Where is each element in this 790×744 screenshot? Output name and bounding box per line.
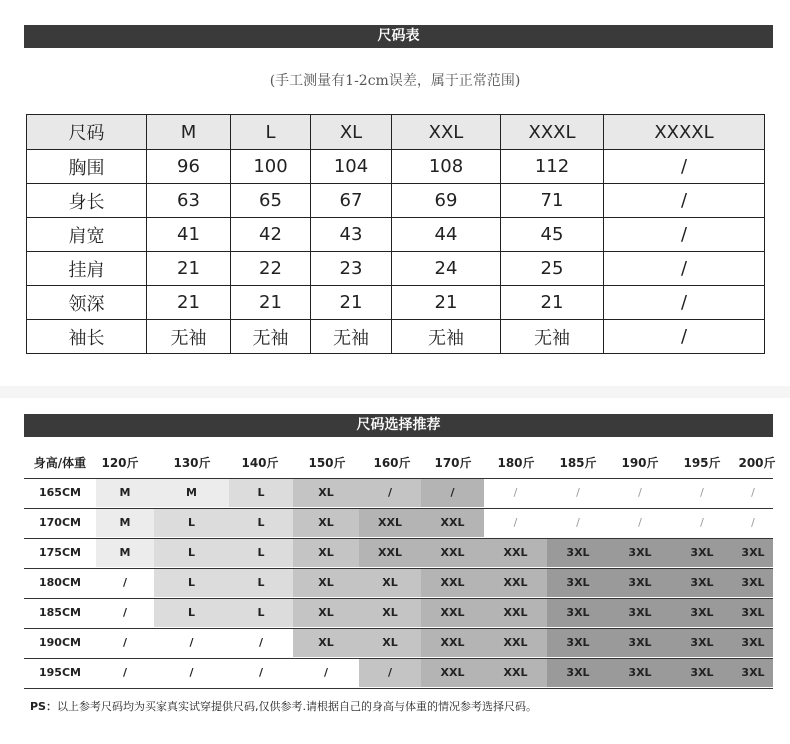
size-chart-row	[27, 184, 765, 218]
size-chart-row-label: 领深	[27, 286, 147, 320]
size-chart-header-cell: XXXXL	[604, 115, 765, 150]
size-chart-cell: 42	[231, 218, 311, 252]
size-chart-cell: 45	[501, 218, 604, 252]
recommend-cell: 3XL	[733, 599, 773, 627]
size-chart-row	[27, 218, 765, 252]
recommend-cell: XL	[293, 479, 359, 507]
recommend-cell: XXL	[484, 659, 547, 687]
row-divider	[24, 688, 773, 689]
corner-label: 身高/体重	[33, 456, 87, 470]
size-chart-cell: 63	[147, 184, 231, 218]
height-label: 190CM	[39, 636, 81, 649]
recommend-cell: 3XL	[547, 539, 609, 567]
recommend-cell: L	[154, 509, 229, 537]
height-label: 165CM	[39, 486, 81, 499]
recommend-cell: 3XL	[609, 569, 671, 597]
recommend-cell: L	[229, 509, 293, 537]
size-chart-header-cell: 尺码	[27, 115, 147, 150]
recommend-cell: XXL	[421, 509, 484, 537]
recommend-cell: 3XL	[609, 629, 671, 657]
size-chart-cell: 无袖	[147, 320, 231, 354]
weight-header: 195斤	[683, 456, 721, 470]
size-chart-cell: /	[604, 218, 765, 252]
recommend-cell: XXL	[421, 539, 484, 567]
recommend-cell: M	[96, 539, 154, 567]
size-chart-header-cell: M	[147, 115, 231, 150]
weight-header: 160斤	[373, 456, 411, 470]
recommend-cell: XL	[293, 599, 359, 627]
size-chart-cell: 21	[147, 286, 231, 320]
recommend-cell: XL	[359, 599, 421, 627]
recommend-cell: L	[229, 599, 293, 627]
weight-header: 200斤	[738, 456, 776, 470]
size-chart-header-cell: XL	[311, 115, 392, 150]
recommend-cell: /	[609, 509, 671, 537]
recommend-cell: XXL	[421, 659, 484, 687]
weight-header: 120斤	[101, 456, 139, 470]
size-chart-cell: 100	[231, 150, 311, 184]
height-label: 185CM	[39, 606, 81, 619]
size-chart-cell: 71	[501, 184, 604, 218]
recommend-cell: 3XL	[733, 539, 773, 567]
size-chart-table	[26, 114, 765, 354]
size-chart-cell: 67	[311, 184, 392, 218]
size-chart-cell: 112	[501, 150, 604, 184]
ps-note	[30, 698, 537, 714]
recommend-cell: 3XL	[671, 629, 733, 657]
size-chart-cell: /	[604, 150, 765, 184]
recommend-cell: /	[154, 659, 229, 687]
recommend-cell: 3XL	[671, 599, 733, 627]
weight-header: 130斤	[173, 456, 211, 470]
size-chart-cell: 65	[231, 184, 311, 218]
recommend-cell: /	[96, 629, 154, 657]
recommend-cell: /	[671, 479, 733, 507]
recommend-cell: XL	[293, 569, 359, 597]
recommend-cell: XXL	[484, 629, 547, 657]
recommend-cell: 3XL	[609, 599, 671, 627]
height-label: 170CM	[39, 516, 81, 529]
recommend-cell: L	[229, 539, 293, 567]
recommend-cell: /	[484, 509, 547, 537]
size-chart-row-label: 胸围	[27, 150, 147, 184]
ps-text: 以上参考尺码均为买家真实试穿提供尺码,仅供参考.请根据自己的身高与体重的情况参考选择尺码。	[56, 700, 537, 713]
recommend-cell: XXL	[484, 569, 547, 597]
recommend-cell: 3XL	[547, 629, 609, 657]
recommend-cell: 3XL	[547, 599, 609, 627]
size-chart-cell: 21	[501, 286, 604, 320]
recommend-cell: XXL	[359, 509, 421, 537]
size-chart-cell: /	[604, 252, 765, 286]
size-chart-row-label: 肩宽	[27, 218, 147, 252]
recommend-cell: 3XL	[609, 659, 671, 687]
size-chart-cell: 无袖	[311, 320, 392, 354]
recommend-cell: /	[733, 509, 773, 537]
recommend-cell: /	[96, 599, 154, 627]
recommend-cell: /	[293, 659, 359, 687]
recommend-cell: XXL	[421, 599, 484, 627]
recommend-cell: M	[96, 509, 154, 537]
size-chart-row	[27, 252, 765, 286]
size-chart-cell: /	[604, 320, 765, 354]
size-chart-cell: 69	[392, 184, 501, 218]
size-chart-cell: 108	[392, 150, 501, 184]
size-chart-header-cell: XXL	[392, 115, 501, 150]
recommend-cell: /	[547, 509, 609, 537]
recommend-cell: M	[96, 479, 154, 507]
weight-header: 140斤	[241, 456, 279, 470]
size-chart-cell: 41	[147, 218, 231, 252]
recommend-cell: XL	[359, 569, 421, 597]
recommend-cell: 3XL	[609, 539, 671, 567]
weight-header: 190斤	[621, 456, 659, 470]
size-chart-cell: 23	[311, 252, 392, 286]
size-chart-row-label: 挂肩	[27, 252, 147, 286]
recommend-cell: /	[96, 569, 154, 597]
size-chart-cell: 21	[392, 286, 501, 320]
recommend-cell: XL	[293, 629, 359, 657]
size-chart-cell: 24	[392, 252, 501, 286]
recommend-cell: XXL	[359, 539, 421, 567]
size-chart-cell: 43	[311, 218, 392, 252]
recommend-cell: XXL	[421, 629, 484, 657]
recommend-cell: /	[229, 629, 293, 657]
recommend-cell: 3XL	[733, 659, 773, 687]
recommend-cell: /	[96, 659, 154, 687]
size-chart-row	[27, 286, 765, 320]
measurement-note: (手工测量有1-2cm误差，属于正常范围)	[269, 73, 521, 89]
recommend-cell: XL	[359, 629, 421, 657]
recommend-cell: XXL	[421, 569, 484, 597]
size-chart-cell: 无袖	[392, 320, 501, 354]
size-chart-header-cell: L	[231, 115, 311, 150]
recommend-cell: L	[154, 599, 229, 627]
size-chart-row	[27, 150, 765, 184]
recommend-cell: 3XL	[547, 659, 609, 687]
recommend-cell: /	[359, 659, 421, 687]
recommend-cell: /	[547, 479, 609, 507]
recommend-cell: 3XL	[671, 659, 733, 687]
size-chart-cell: 无袖	[501, 320, 604, 354]
recommend-cell: /	[671, 509, 733, 537]
size-chart-cell: 25	[501, 252, 604, 286]
recommend-cell: XXL	[484, 539, 547, 567]
recommend-cell: 3XL	[733, 629, 773, 657]
recommend-cell: /	[484, 479, 547, 507]
size-chart-cell: 21	[231, 286, 311, 320]
size-chart-row	[27, 320, 765, 354]
size-chart-cell: 无袖	[231, 320, 311, 354]
size-chart-cell: 44	[392, 218, 501, 252]
recommend-cell: L	[229, 569, 293, 597]
recommend-cell: L	[229, 479, 293, 507]
size-chart-cell: 21	[311, 286, 392, 320]
recommend-cell: /	[733, 479, 773, 507]
size-chart-row-label: 身长	[27, 184, 147, 218]
size-chart-cell: 96	[147, 150, 231, 184]
ps-label: PS：	[30, 700, 57, 713]
recommend-cell: 3XL	[671, 539, 733, 567]
size-chart-title: 尺码表	[24, 25, 773, 48]
size-chart-cell: 104	[311, 150, 392, 184]
size-chart-header-row	[27, 115, 765, 150]
recommend-cell: 3XL	[671, 569, 733, 597]
recommend-cell: /	[421, 479, 484, 507]
recommend-cell: XXL	[484, 599, 547, 627]
recommend-cell: /	[359, 479, 421, 507]
recommend-cell: XL	[293, 509, 359, 537]
size-chart-row-label: 袖长	[27, 320, 147, 354]
height-label: 180CM	[39, 576, 81, 589]
recommend-cell: XL	[293, 539, 359, 567]
weight-header: 180斤	[497, 456, 535, 470]
weight-header: 150斤	[308, 456, 346, 470]
size-chart-cell: 21	[147, 252, 231, 286]
recommend-cell: M	[154, 479, 229, 507]
weight-header: 185斤	[559, 456, 597, 470]
size-chart-cell: /	[604, 286, 765, 320]
size-chart-header-cell: XXXL	[501, 115, 604, 150]
height-label: 195CM	[39, 666, 81, 679]
recommend-cell: /	[229, 659, 293, 687]
recommend-cell: L	[154, 539, 229, 567]
recommend-cell: /	[154, 629, 229, 657]
recommend-cell: 3XL	[547, 569, 609, 597]
size-chart-cell: /	[604, 184, 765, 218]
weight-header: 170斤	[434, 456, 472, 470]
size-recommend-title: 尺码选择推荐	[24, 414, 773, 437]
height-label: 175CM	[39, 546, 81, 559]
recommend-cell: L	[154, 569, 229, 597]
size-chart-cell: 22	[231, 252, 311, 286]
recommend-cell: /	[609, 479, 671, 507]
recommend-cell: 3XL	[733, 569, 773, 597]
